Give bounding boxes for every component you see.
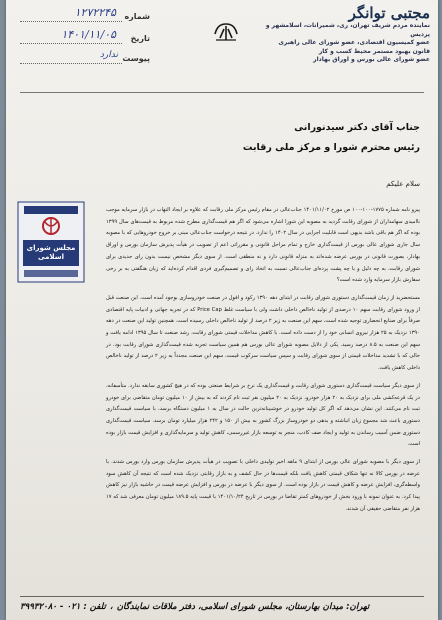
header-divider (20, 92, 424, 93)
paragraph-1: پیرو نامه شماره ۱۷۷۵-۱۰۰-۱۰۰ ص مورخ ۱۴۰۱/۱۱/۰۲ جناب‌عالی در مقام رئیس مرکز ملی رقابت که علاوه بر ایجاد التهاب در بازار سرمایه موجب ناامیدی سهامداران از شورای رقابت گردید به مصوبه این شورا اشاره می‌شود که اگر هم قیمت‌گذاری مطرح شده مربوط به قیمت‌های سال ۱۳۹۹ بوده که اگر هم باقی باشد بدیهی است قابلیت اجرایی در سال ۱۴۰۲ را ندارد. در نتیجه درخواست جناب‌عالی مبنی بر خروج خودروهایی که با مصوبه سال جاری شورای عالی بورس از قیمت‌گذاری خارج و تمام مراحل قانونی و مقرراتی اعم از تصویب در هیأت پذیرش سازمان بورس و اوراق بهادار، بصورت قانونی در بورس عرضه شده‌اند به منزله قانونی دارد و نه منطقی است. از سوی دیگر مشخص نیست بدون رای جدیدی برای شورای رقابت، به چه دلیل و با چه پشت پرده‌ای جناب‌عالی نسبت به اتخاذ رای و تصمیم‌گیری فردی اقدام کرده‌اید که زیان هنگفتی به بر رخی سفارش بازار سرمایه وارد شده است؟ (106, 207, 420, 284)
recipient-title: رئیس محترم شورا و مرکز ملی رقابت (242, 142, 420, 153)
seal-text: مجلس شورای اسلامی (26, 244, 76, 261)
paragraph-3: از سوی دیگر سیاست قیمت‌گذاری دستوری شورای رقابت و قیمت‌گذاری یک نرخ بر شرایط صنعتی بوده که در هیچ کشوری سابقه ندارد. متأسفانه، در یک قرعه‌کشی ملی برای نزدیک به ۲۰ هزار خودرو، نزدیک به ۲۰ میلیون نفر ثبت نام کردند که به بیش از ۱۰ میلیون تومان متقاضی برای خودرو تبت نام می‌کنند. این نشان می‌دهد که اگر کل تولید خودرو در خوشبینانه‌ترین حالت در سال به ۱ میلیون دستگاه برسد، با سیاست قیمت‌گذاری دستوری باعث شد مجموع زیان انباشته و بدهی دو خودروساز بزرگ کشور به بیش از ۱۵۰ و ۲۴۲ هزار میلیارد تومان برسد. سیاست قیمت‌گذاری دستوری ضمن آسیب رساندن به تولید و ایجاد صف کاذب، منجر به توسعه بازار غیررسمی، کاهش تولید و سرمایه‌گذاری و افزایش قیمت بازار بوده است. (106, 382, 420, 448)
recipient-block (243, 122, 420, 162)
date-row (20, 30, 150, 46)
footer: تهران: میدان بهارستان، مجلس شورای اسلامی، دفتر ملاقات نمایندگان ، تلفن : ۳۹۹۳۲۰۸۰ - ۰۲۱ (20, 596, 424, 617)
number-label: شماره (124, 11, 150, 21)
sender-title-2: عضو کمیسیون اقتصادی، عضو شورای عالی راهبری قانون بهبود مستمر محیط کسب و کار (278, 39, 430, 55)
attachment-row (20, 50, 150, 66)
letter-page (6, 0, 438, 620)
attachment-label: پیوست (122, 53, 150, 63)
sender-name: مجتبی توانگر (348, 4, 430, 22)
footer-phone: ۳۹۹۳۲۰۸۰ - ۰۲۱ (20, 602, 81, 612)
emblem-logo (212, 20, 240, 48)
paragraph-4: از سوی دیگر با مصوبه شورای عالی بورس از ابتدای ۹ ماهه اخیر تولیدی داخلی با تصویب در هیأت پذیرش سازمان بورس وارد بورس شدند. با عرضه در بورس کالا نه تنها شکاف قیمتی کاهش یافت بلکه قیمت‌ها در حال کشف و به بازار رقابتی نزدیک شده است که نتیجه آن کاهش سود واسطه‌گری، افزایش عرضه و کاهش قیمت در بازار بوده است. از سوی دیگر با عرضه در بورس و افزایش عرضه قیمت در حاشیه بازار نیز کاهش پیدا کرد. به عنوان نمونه با ورود بخش از خودروهای کمتر تقاضا در بورس در تاریخ ۱۴۰۱/۱۰/۲۴ با قیمت پایه ۱۸۹.۵ میلیون تومان معرفی شد که ۱۷ هزار نفر متقاضی حقیقی آن شدند. (106, 459, 420, 512)
letter-body (106, 205, 420, 522)
date-label: تاریخ (130, 33, 150, 43)
footer-phone-label: تلفن (89, 602, 106, 612)
sender-title-1: نماینده مردم شریف تهران، ری، شمیرانات، اسلامشهر و پردیس (265, 22, 430, 38)
recipient-name: جناب آقای دکتر سیدنورانی (294, 122, 420, 133)
footer-address: تهران: میدان بهارستان، مجلس شورای اسلامی، دفتر ملاقات نمایندگان (116, 602, 370, 612)
paragraph-2: مستحضرید از زمان قیمت‌گذاری دستوری شورای رقابت در ابتدای دهه ۱۳۹۰ رکود و افول در صنعت خودروسازی بوجود آمده است. این صنعت قبل از ورود شورای رقابت سهم ۱۰ درصدی از تولید ناخالص داخلی داشت ولی با سیاست غلط Price Cap که در تجربه جهانی و ادبیات پایه اقتصادی صرفاً برای صنایع انحصاری توجیه شده است، سهم این صنعت به زیر ۲ درصد از تولید ناخالص داخلی رسیده است. همچنین تولید این صنعت در دهه ۱۳۹۰ نزدیک به ۲۵ هزار نیروی انسانی خود را از دست داده است. با کاهش مداخلات قیمتی شورای رقابت، رشد صنعت تا سال ۱۳۹۵ ادامه یافت و سهم این صنعت به ۸.۵ درصد رسید. یکی از دلایل مصوبه شورای عالی بورس هم همین سیاست تجربه شده قیمت‌گذاری شورای رقابت بود. در حالی که با تشدید مداخلات قیمتی از سوی شورای رقابت و سپس سیاست سرکوب قیمت، سهم این صنعت مجدداً به زیر ۲ درصد از تولید ناخالص داخلی کاهش یافت. (106, 294, 421, 372)
letterhead (265, 4, 430, 65)
letter-metadata (20, 8, 150, 66)
number-row (20, 8, 150, 24)
sender-title-3: عضو شورای عالی بورس و اوراق بهادار (313, 56, 430, 63)
salutation: سلام علیکم (386, 180, 420, 188)
number-value: ۱۲۷۲۲۴۵ (74, 6, 116, 19)
parliament-seal (16, 200, 86, 284)
date-value: ۱۴۰۱/۱۱/۰۵ (61, 28, 116, 41)
attachment-value: ندارد (99, 50, 118, 60)
